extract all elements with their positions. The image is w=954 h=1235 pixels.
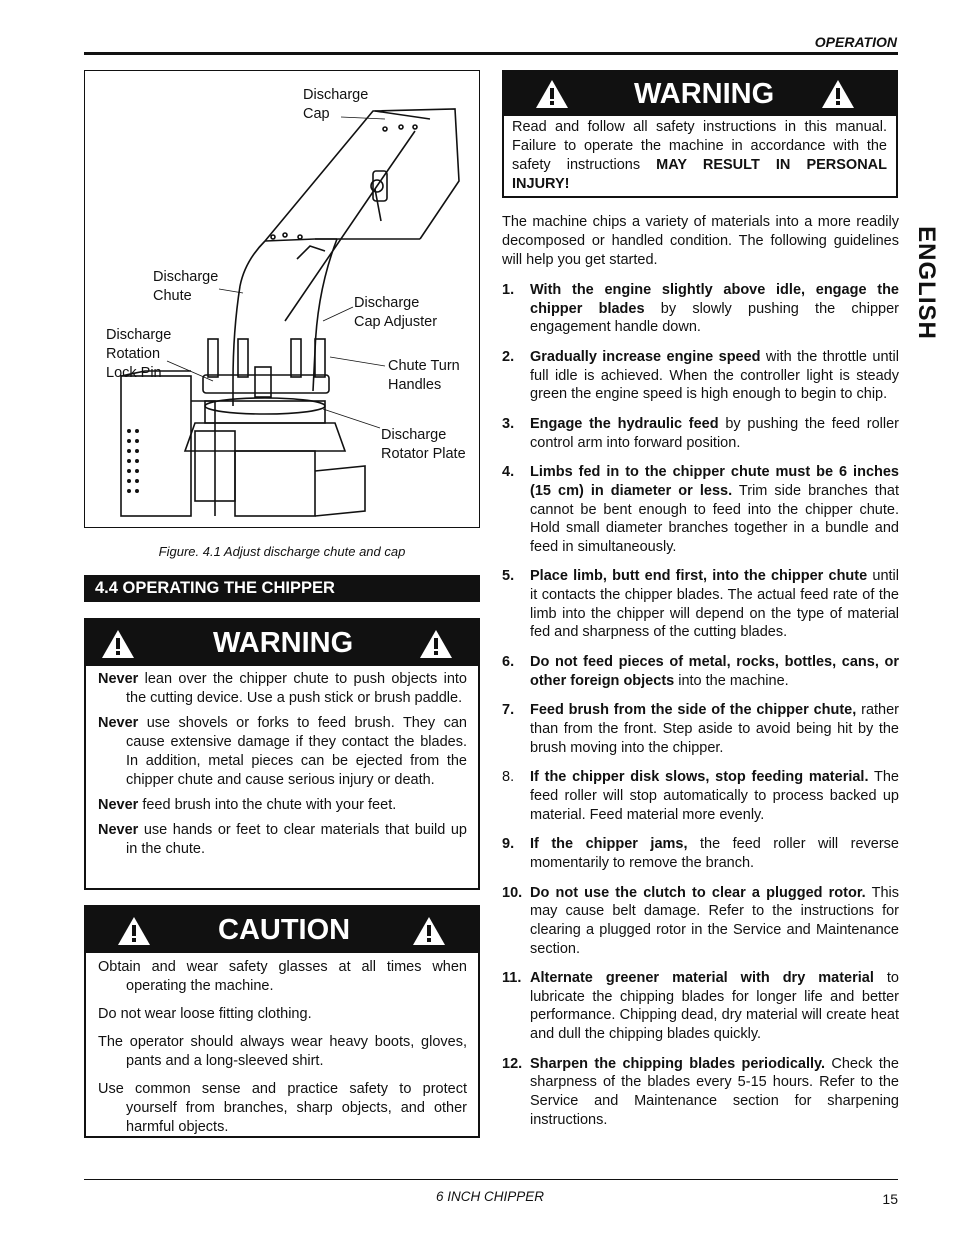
operating-steps-list	[502, 281, 899, 1140]
language-side-tab: ENGLISH	[913, 226, 940, 340]
caution-title: CAUTION	[218, 914, 351, 946]
caution-body	[86, 953, 478, 1137]
label-discharge-rotator-plate: Discharge Rotator Plate	[381, 427, 466, 462]
warning-title: WARNING	[213, 627, 354, 659]
warning-title: WARNING	[634, 78, 775, 110]
list-item: 5. Place limb, butt end first, into the chipper chute until it contacts the chipper blades. The actual feed rate of the limb into the chipper will depend on the type of material fed and sharpness of the cutting blades.	[502, 568, 899, 641]
warning-triangle-icon	[418, 628, 454, 660]
footer-title: 6 INCH CHIPPER	[435, 1189, 545, 1204]
warning-triangle-icon	[820, 78, 856, 110]
warning-item: Never use shovels or forks to feed brush. They can cause extensive damage if they contact the blades. In addition, metal pieces can be ejected from the chipper chute and cause serious injury or death.	[98, 715, 467, 788]
list-item: 8. If the chipper disk slows, stop feeding material. The feed roller will stop automatically to process backed up material. Feed material more evenly.	[502, 769, 899, 823]
intro-paragraph: The machine chips a variety of materials into a more readily decomposed or handled condition. The following guidelines will help you get started.	[502, 214, 899, 268]
caution-item: Obtain and wear safety glasses at all times when operating the machine.	[98, 959, 467, 994]
label-discharge-cap-adjuster: Discharge Cap Adjuster	[354, 295, 438, 330]
list-item: 11. Alternate greener material with dry material to lubricate the chipping blades for longer life and better performance. Chipping dead, dry material will create heat and dull the chipping blades quickly.	[502, 970, 899, 1043]
warning-triangle-icon	[534, 78, 570, 110]
warning-item: Never feed brush into the chute with your feet.	[98, 797, 397, 813]
warning-box-left	[84, 618, 480, 890]
label-chute-turn-handles: Chute Turn Handles	[388, 358, 460, 393]
section-heading: 4.4 OPERATING THE CHIPPER	[84, 575, 480, 602]
list-item: 2. Gradually increase engine speed with the throttle until full idle is achieved. When the controller light is steady green the engine speed is high enough to begin to chip.	[502, 348, 899, 403]
caution-triangle-icon	[411, 915, 447, 947]
warning-banner	[504, 72, 896, 116]
list-item: 3. Engage the hydraulic feed by pushing the feed roller control arm into forward position.	[502, 415, 899, 451]
list-item: 6. Do not feed pieces of metal, rocks, bottles, cans, or other foreign objects into the machine.	[502, 654, 899, 689]
figure-caption: Figure. 4.1 Adjust discharge chute and cap	[158, 544, 406, 559]
list-item: 10. Do not use the clutch to clear a plugged rotor. This may cause belt damage. Refer to the instructions for clearing a plugged rotor in the Service and Maintenance section.	[502, 884, 899, 957]
warning-body: Read and follow all safety instructions in this manual. Failure to operate the machine in accordance with the safety instructions MAY RESULT IN PERSONAL INJURY!	[512, 119, 888, 192]
figure-chute-diagram	[84, 70, 480, 528]
caution-box	[84, 905, 480, 1138]
footer-rule	[84, 1179, 898, 1180]
label-discharge-cap: Discharge Cap	[303, 87, 369, 122]
warning-banner	[86, 620, 478, 666]
label-discharge-rotation-lock-pin: Discharge Rotation Lock Pin	[106, 327, 172, 381]
warning-triangle-icon	[100, 628, 136, 660]
list-item: 7. Feed brush from the side of the chipper chute, rather than from the front. Step aside to avoid being hit by the brush moving into the chipper.	[502, 702, 899, 756]
caution-item: Do not wear loose fitting clothing.	[98, 1006, 312, 1022]
header-rule	[84, 52, 898, 55]
warning-box-right	[502, 70, 898, 198]
warning-item: Never use hands or feet to clear materials that build up in the chute.	[98, 822, 467, 857]
caution-banner	[86, 907, 478, 953]
list-item: 9. If the chipper jams, the feed roller will reverse momentarily to remove the branch.	[502, 836, 899, 871]
list-item: 12. Sharpen the chipping blades periodically. Check the sharpness of the blades every 5-15 hours. Refer to the Service and Maintenance section for sharpening instructions.	[502, 1055, 899, 1128]
caution-triangle-icon	[116, 915, 152, 947]
caution-item: Use common sense and practice safety to protect yourself from branches, sharp objects, and other harmful objects.	[98, 1081, 467, 1135]
list-item: 1. With the engine slightly above idle, engage the chipper blades by slowly pushing the chipper engagement handle down.	[502, 282, 899, 336]
warning-body	[86, 666, 478, 859]
section-header: OPERATION	[814, 34, 897, 50]
page-number: 15	[882, 1191, 898, 1207]
caution-item: The operator should always wear heavy boots, gloves, pants and a long-sleeved shirt.	[98, 1034, 467, 1069]
warning-item: Never lean over the chipper chute to push objects into the cutting device. Use a push stick or brush paddle.	[98, 671, 467, 706]
list-item: 4. Limbs fed in to the chipper chute must be 6 inches (15 cm) in diameter or less. Trim side branches that cannot be bent enough to feed into the chipper chute. Hold small diameter branches together in a bundle and feed in simultaneously.	[502, 464, 899, 555]
label-discharge-chute: Discharge Chute	[153, 269, 219, 304]
